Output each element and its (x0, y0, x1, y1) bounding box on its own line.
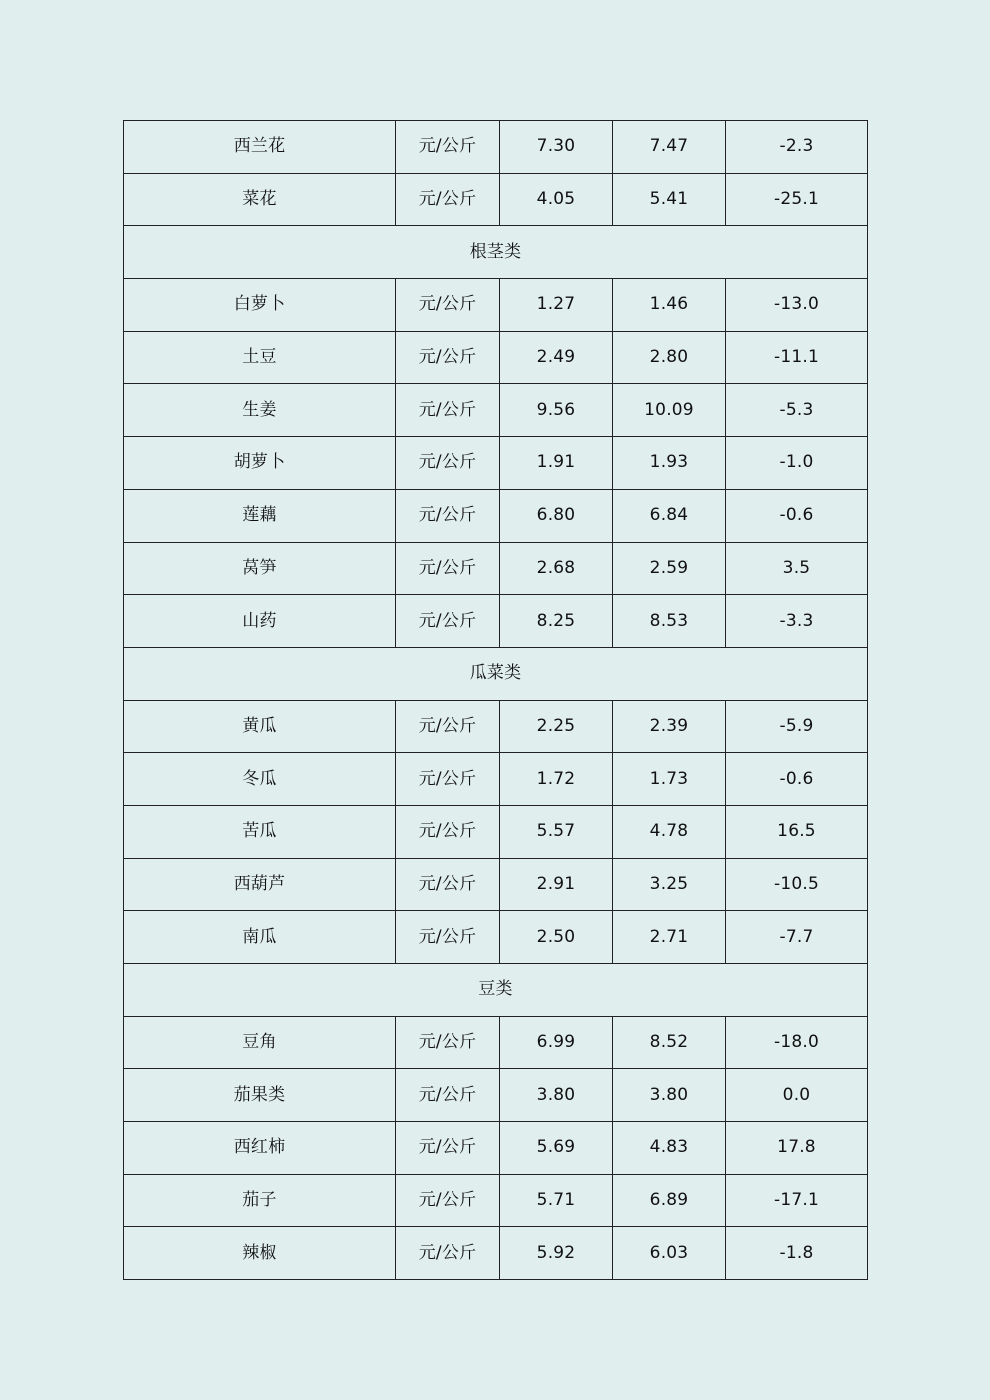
table-row (124, 173, 868, 226)
unit-cell: 元/公斤 (396, 805, 500, 858)
unit-cell: 元/公斤 (396, 1227, 500, 1280)
change-percent-cell: -0.6 (726, 753, 868, 806)
table-row (124, 858, 868, 911)
item-name-cell: 莲藕 (124, 489, 396, 542)
unit-cell: 元/公斤 (396, 489, 500, 542)
item-name-cell: 黄瓜 (124, 700, 396, 753)
change-percent-cell: -13.0 (726, 279, 868, 332)
item-name-cell: 菜花 (124, 173, 396, 226)
current-price-cell: 5.57 (500, 805, 613, 858)
item-name-cell: 西葫芦 (124, 858, 396, 911)
current-price-cell: 2.68 (500, 542, 613, 595)
category-label: 瓜菜类 (124, 647, 868, 700)
change-percent-cell: -0.6 (726, 489, 868, 542)
previous-price-cell: 2.80 (613, 331, 726, 384)
previous-price-cell: 1.73 (613, 753, 726, 806)
category-row (124, 647, 868, 700)
table-row (124, 595, 868, 648)
table-row (124, 384, 868, 437)
item-name-cell: 胡萝卜 (124, 437, 396, 490)
change-percent-cell: -3.3 (726, 595, 868, 648)
previous-price-cell: 4.83 (613, 1122, 726, 1175)
previous-price-cell: 6.89 (613, 1174, 726, 1227)
item-name-cell: 白萝卜 (124, 279, 396, 332)
change-percent-cell: -7.7 (726, 911, 868, 964)
change-percent-cell: -1.0 (726, 437, 868, 490)
change-percent-cell: 17.8 (726, 1122, 868, 1175)
previous-price-cell: 3.25 (613, 858, 726, 911)
current-price-cell: 1.27 (500, 279, 613, 332)
table-row (124, 753, 868, 806)
current-price-cell: 4.05 (500, 173, 613, 226)
current-price-cell: 2.50 (500, 911, 613, 964)
category-row (124, 226, 868, 279)
item-name-cell: 西兰花 (124, 121, 396, 174)
previous-price-cell: 8.52 (613, 1016, 726, 1069)
current-price-cell: 3.80 (500, 1069, 613, 1122)
item-name-cell: 茄子 (124, 1174, 396, 1227)
table-row (124, 700, 868, 753)
unit-cell: 元/公斤 (396, 121, 500, 174)
current-price-cell: 5.69 (500, 1122, 613, 1175)
unit-cell: 元/公斤 (396, 911, 500, 964)
change-percent-cell: -1.8 (726, 1227, 868, 1280)
unit-cell: 元/公斤 (396, 1016, 500, 1069)
previous-price-cell: 6.84 (613, 489, 726, 542)
table-row (124, 1016, 868, 1069)
previous-price-cell: 2.59 (613, 542, 726, 595)
unit-cell: 元/公斤 (396, 1122, 500, 1175)
category-label: 豆类 (124, 964, 868, 1017)
item-name-cell: 豆角 (124, 1016, 396, 1069)
current-price-cell: 2.91 (500, 858, 613, 911)
table-row (124, 489, 868, 542)
table-row (124, 1227, 868, 1280)
item-name-cell: 山药 (124, 595, 396, 648)
item-name-cell: 土豆 (124, 331, 396, 384)
change-percent-cell: -17.1 (726, 1174, 868, 1227)
item-name-cell: 冬瓜 (124, 753, 396, 806)
current-price-cell: 2.49 (500, 331, 613, 384)
unit-cell: 元/公斤 (396, 700, 500, 753)
current-price-cell: 1.72 (500, 753, 613, 806)
previous-price-cell: 7.47 (613, 121, 726, 174)
table-row (124, 1174, 868, 1227)
current-price-cell: 2.25 (500, 700, 613, 753)
change-percent-cell: 16.5 (726, 805, 868, 858)
current-price-cell: 8.25 (500, 595, 613, 648)
item-name-cell: 苦瓜 (124, 805, 396, 858)
table-row (124, 1069, 868, 1122)
change-percent-cell: -18.0 (726, 1016, 868, 1069)
unit-cell: 元/公斤 (396, 279, 500, 332)
change-percent-cell: -5.9 (726, 700, 868, 753)
change-percent-cell: 0.0 (726, 1069, 868, 1122)
table-row (124, 542, 868, 595)
unit-cell: 元/公斤 (396, 1069, 500, 1122)
table-row (124, 805, 868, 858)
change-percent-cell: -10.5 (726, 858, 868, 911)
previous-price-cell: 1.46 (613, 279, 726, 332)
unit-cell: 元/公斤 (396, 1174, 500, 1227)
unit-cell: 元/公斤 (396, 331, 500, 384)
previous-price-cell: 5.41 (613, 173, 726, 226)
current-price-cell: 1.91 (500, 437, 613, 490)
previous-price-cell: 3.80 (613, 1069, 726, 1122)
unit-cell: 元/公斤 (396, 753, 500, 806)
unit-cell: 元/公斤 (396, 384, 500, 437)
vegetable-price-table (123, 120, 868, 1280)
item-name-cell: 莴笋 (124, 542, 396, 595)
table-row (124, 1122, 868, 1175)
unit-cell: 元/公斤 (396, 595, 500, 648)
current-price-cell: 6.99 (500, 1016, 613, 1069)
change-percent-cell: -11.1 (726, 331, 868, 384)
unit-cell: 元/公斤 (396, 173, 500, 226)
previous-price-cell: 2.71 (613, 911, 726, 964)
current-price-cell: 6.80 (500, 489, 613, 542)
item-name-cell: 辣椒 (124, 1227, 396, 1280)
item-name-cell: 生姜 (124, 384, 396, 437)
price-table-body (124, 121, 868, 1280)
table-row (124, 279, 868, 332)
category-row (124, 964, 868, 1017)
change-percent-cell: -2.3 (726, 121, 868, 174)
table-row (124, 437, 868, 490)
previous-price-cell: 2.39 (613, 700, 726, 753)
current-price-cell: 5.71 (500, 1174, 613, 1227)
item-name-cell: 西红柿 (124, 1122, 396, 1175)
unit-cell: 元/公斤 (396, 437, 500, 490)
category-label: 根茎类 (124, 226, 868, 279)
table-row (124, 911, 868, 964)
current-price-cell: 9.56 (500, 384, 613, 437)
previous-price-cell: 8.53 (613, 595, 726, 648)
unit-cell: 元/公斤 (396, 858, 500, 911)
change-percent-cell: -5.3 (726, 384, 868, 437)
previous-price-cell: 4.78 (613, 805, 726, 858)
current-price-cell: 5.92 (500, 1227, 613, 1280)
change-percent-cell: 3.5 (726, 542, 868, 595)
table-row (124, 121, 868, 174)
previous-price-cell: 1.93 (613, 437, 726, 490)
previous-price-cell: 10.09 (613, 384, 726, 437)
item-name-cell: 茄果类 (124, 1069, 396, 1122)
item-name-cell: 南瓜 (124, 911, 396, 964)
previous-price-cell: 6.03 (613, 1227, 726, 1280)
unit-cell: 元/公斤 (396, 542, 500, 595)
current-price-cell: 7.30 (500, 121, 613, 174)
change-percent-cell: -25.1 (726, 173, 868, 226)
table-row (124, 331, 868, 384)
